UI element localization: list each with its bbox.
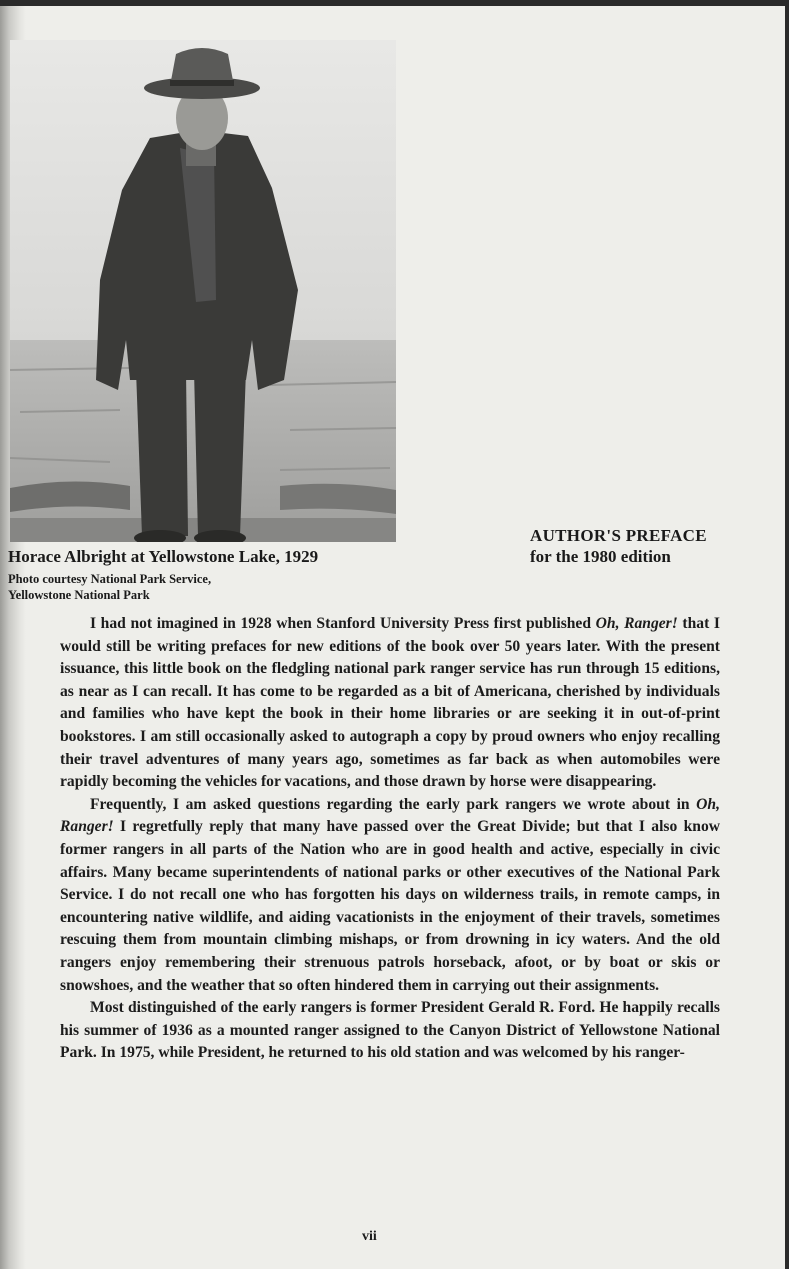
page-number: vii <box>362 1229 377 1244</box>
paragraph-text: Frequently, I am asked questions regarding the early park rangers we wrote about in <box>90 795 697 813</box>
photo-credit-line-1: Photo courtesy National Park Service, <box>8 572 212 586</box>
preface-title: AUTHOR'S PREFACE <box>530 526 707 545</box>
photo-credit <box>8 571 318 603</box>
paragraph-text: I had not imagined in 1928 when Stanford University Press first published <box>90 615 596 632</box>
book-title-italic: Oh, Ranger! <box>60 795 720 836</box>
photo-credit-line-2: Yellowstone National Park <box>8 588 150 602</box>
paragraph-text: that I would still be writing prefaces for new editions of the book over 50 years later. With the present issuance, this little book on the fledgling national park ranger service has run through 15 editions, as near as I can recall. It has come to be regarded as a bit of Americana, cherished by individuals and families who have kept the book in their home libraries or are seeking it in out-of-print bookstores. I am still occasionally asked to autograph a copy by proud owners who enjoy recalling their travel adventures of many years ago, sometimes as far back as when automobiles were rapidly becoming the vehicles for vacations, and those drawn by horse were disappearing. <box>60 615 720 791</box>
preface-body <box>60 613 720 1065</box>
top-edge-shadow <box>0 0 789 6</box>
preface-heading <box>530 526 707 567</box>
caption-title: Horace Albright at Yellowstone Lake, 1929 <box>8 547 319 566</box>
photo-horace-albright <box>10 40 396 542</box>
preface-paragraph <box>60 613 720 794</box>
preface-paragraph <box>60 794 720 997</box>
paragraph-text: Most distinguished of the early rangers is former President Gerald R. Ford. He happily recalls his summer of 1936 as a mounted ranger assigned to the Canyon District of Yellowstone National Park. In 1975, while President, he returned to his old station and was welcomed by his ranger- <box>60 999 720 1062</box>
photo-caption <box>8 547 318 603</box>
book-title-italic: Oh, Ranger! <box>595 615 678 632</box>
paragraph-text: I regretfully reply that many have passed over the Great Divide; but that I also know former rangers in all parts of the Nation who are in good health and active, especially in civic affairs. Many became superintendents of national parks or other executives of the National Park Service. I do not recall one who has forgotten his days on wilderness trails, in remote camps, in encountering native wildlife, and aiding vacationists in the enjoyment of their travels, sometimes rescuing them from mountain climbing mishaps, or from drowning in icy waters. And the old rangers enjoy remembering their strenuous patrols horseback, afoot, or by boat or skis or snowshoes, and the weather that so often hindered them in carrying out their assignments. <box>60 818 720 994</box>
preface-subtitle: for the 1980 edition <box>530 547 671 566</box>
right-edge-shadow <box>785 0 789 1269</box>
preface-paragraph <box>60 997 720 1065</box>
